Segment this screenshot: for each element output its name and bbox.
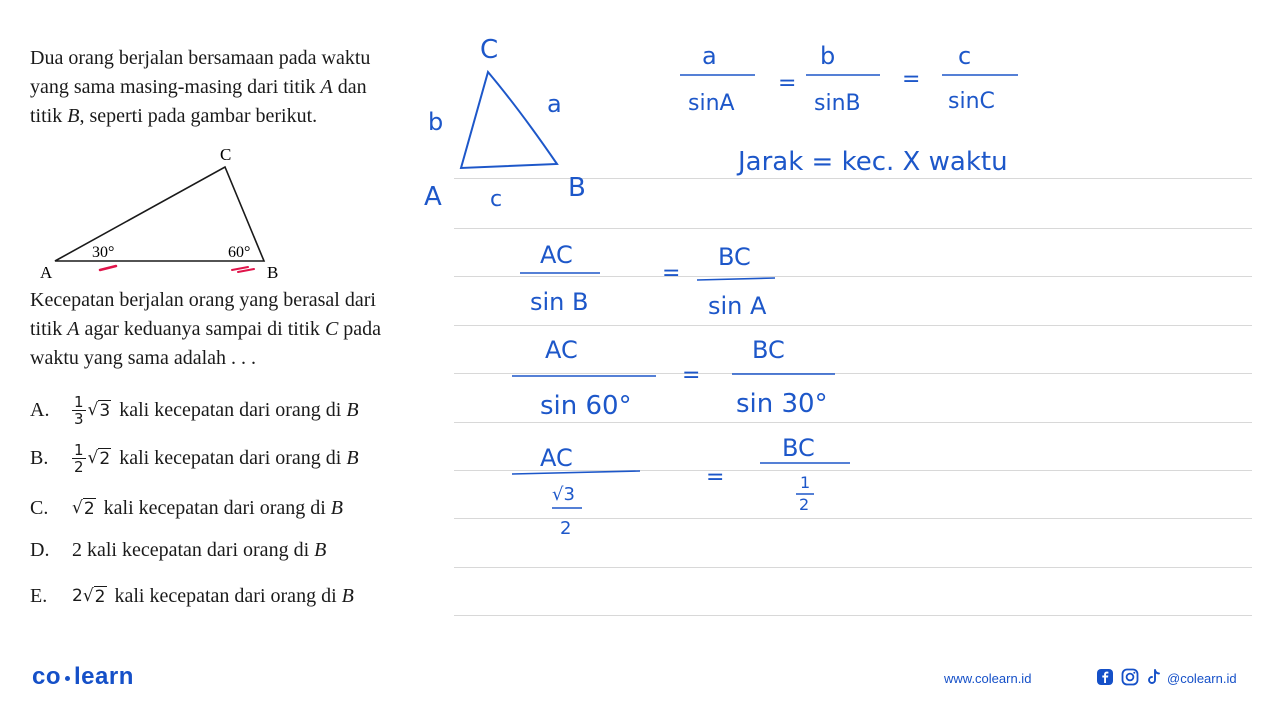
var-a: A [67,318,80,340]
hw-r2-num-l: AC [545,336,578,364]
hw-law-sinC: sinC [948,89,995,114]
hw-tri-B: B [568,173,586,203]
var-b: B [330,496,344,519]
option-text: kali kecepatan dari orang di [87,538,310,561]
problem-line-1: Dua orang berjalan bersamaan pada waktu [30,47,371,69]
problem-text: titik [30,105,68,127]
hw-r3-den-l-top: √3 [552,484,575,505]
option-letter: B. [30,446,49,469]
hw-tri-a: a [547,90,562,118]
option-letter: E. [30,584,48,607]
logo-dot [65,676,70,681]
hw-r3-den-r-top: 1 [800,473,811,492]
var-b: B [314,538,327,561]
hw-fraction-bar [512,471,640,474]
hw-law-sinB: sinB [814,91,861,116]
var-c: C [324,318,339,340]
hw-eq: = [778,71,797,96]
fraction-den: 3 [74,409,84,428]
hw-eq: = [902,67,921,92]
website-link[interactable]: www.colearn.id [944,671,1032,686]
hw-r3-den-r-bot: 2 [799,495,810,514]
fraction-num: 1 [74,440,84,459]
instagram-icon[interactable] [1121,668,1139,686]
radicand: 2 [83,498,95,519]
radicand: 3 [99,400,111,421]
option-text: kali kecepatan dari orang di [119,398,342,421]
var-b: B [346,398,359,421]
radical: √ 2 [87,447,111,469]
question-line-3: waktu yang sama adalah . . . [30,347,257,369]
angle-b-label: 60° [228,244,251,261]
radical: √ 3 [87,399,111,421]
var-b: B [67,105,80,127]
question-text-part: agar keduanya sampai di titik [79,318,325,340]
facebook-icon[interactable] [1096,668,1114,686]
hw-tri-A: A [424,182,442,212]
fraction-den: 2 [74,457,84,476]
social-handle[interactable]: @colearn.id [1167,671,1237,686]
radicand: 2 [99,448,111,469]
angle-a-label: 30° [92,244,115,261]
hw-r1-den-r: sin A [708,292,767,320]
option-letter: C. [30,496,49,519]
hw-r3-num-l: AC [540,444,573,472]
problem-text: yang sama masing-masing dari titik [30,76,321,98]
option-text: kali kecepatan dari orang di [114,584,337,607]
hw-tri-c-side: c [490,187,503,212]
vertex-b-label: B [267,263,279,280]
radical: √ 2 [82,585,106,607]
question-line-1: Kecepatan berjalan orang yang berasal dari [30,289,376,311]
hw-eq: = [662,261,681,286]
vertex-c-label: C [220,145,232,164]
logo-text-co: co [32,663,62,690]
hw-r1-num-l: AC [540,241,573,269]
logo-text-learn: learn [74,663,134,690]
hw-tri-c: C [480,35,499,65]
radical: √ 2 [72,497,95,519]
hw-r1-den-l: sin B [530,288,589,316]
hw-fraction-bar [697,278,775,280]
sketch-triangle [461,72,557,168]
option-coef: 2 [72,586,83,606]
hw-eq: = [682,363,701,388]
hw-r1-num-r: BC [718,243,751,271]
var-b: B [346,446,359,469]
option-letter: A. [30,398,50,421]
hw-law-a: a [702,42,717,70]
option-text: kali kecepatan dari orang di [119,446,342,469]
option-letter: D. [30,538,50,561]
option-text: kali kecepatan dari orang di [103,496,326,519]
vertex-a-label: A [40,263,53,280]
question-text-part: pada [338,318,382,340]
tiktok-icon[interactable] [1145,668,1163,686]
problem-text: , seperti pada gambar berikut. [79,105,318,127]
var-a: A [320,76,333,98]
hw-r2-den-r: sin 30° [736,389,828,419]
hw-law-sinA: sinA [688,91,735,116]
option-coef: 2 [72,538,82,561]
hw-law-b: b [820,42,836,70]
colearn-logo [32,663,134,691]
hw-law-c: c [958,42,972,70]
problem-text: dan [332,76,367,98]
hw-r3-den-l-bot: 2 [560,518,572,539]
question-text-part: titik [30,318,68,340]
hw-tri-b: b [428,108,444,136]
hw-r3-num-r: BC [782,434,815,462]
hw-r2-den-l: sin 60° [540,391,632,421]
fraction-num: 1 [74,392,84,411]
hw-eq: = [706,465,725,490]
hw-r2-num-r: BC [752,336,785,364]
radicand: 2 [94,586,106,607]
var-b: B [341,584,354,607]
hw-jarak: Jarak = kec. X waktu [738,147,1008,177]
